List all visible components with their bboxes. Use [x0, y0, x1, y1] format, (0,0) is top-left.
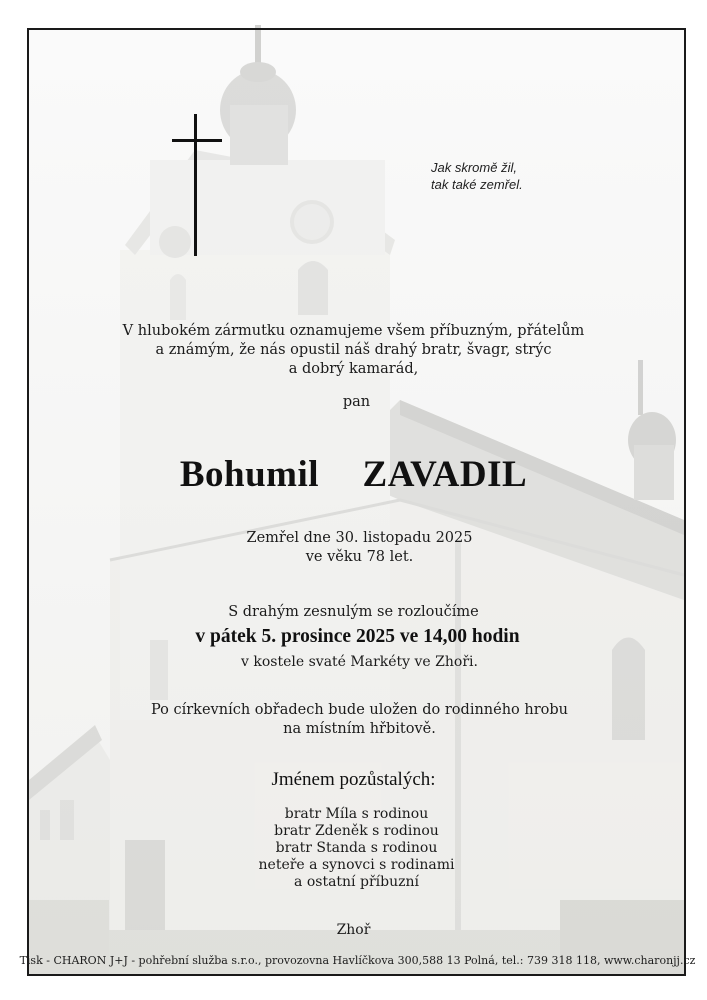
- death-age: ve věku 78 let.: [305, 549, 414, 565]
- mourner-item: bratr Zdeněk s rodinou: [274, 823, 439, 839]
- farewell-intro-text: S drahým zesnulým se rozloučíme: [228, 604, 479, 620]
- cross-icon: [168, 114, 226, 256]
- burial-info: [6, 701, 707, 739]
- ceremony-datetime: [4, 624, 707, 650]
- death-info: [6, 529, 707, 567]
- burial-line: na místním hřbitově.: [283, 721, 436, 737]
- title-word: [0, 393, 707, 412]
- deceased-name-text: Bohumil ZAVADIL: [179, 454, 528, 495]
- ceremony-datetime-text: v pátek 5. prosince 2025 ve 14,00 hodin: [195, 626, 520, 647]
- mourners-heading-text: Jménem pozůstalých:: [271, 769, 436, 790]
- mourners-heading: [0, 767, 707, 793]
- announcement-text: [0, 322, 707, 379]
- printer-footer: Tisk - CHARON J+J - pohřební služba s.r.o., provozovna Havlíčkova 300,588 13 Polná, tel.: 739 318 118, www.charonjj.cz: [19, 954, 696, 967]
- announcement-line: V hlubokém zármutku oznamujeme všem příbuzným, přátelům: [122, 323, 585, 339]
- motto-line: Jak skromě žil,: [431, 160, 517, 175]
- announcement-line: a dobrý kamarád,: [288, 361, 419, 377]
- farewell-intro: [0, 603, 707, 622]
- burial-line: Po církevních obřadech bude uložen do rodinného hrobu: [150, 702, 569, 718]
- motto: [431, 159, 523, 193]
- title-word-text: pan: [342, 394, 371, 410]
- deceased-name: [0, 451, 707, 499]
- mourner-item: a ostatní příbuzní: [294, 874, 419, 890]
- motto-line: tak také zemřel.: [431, 177, 523, 192]
- mourners-list: [3, 806, 707, 891]
- village-name-text: Zhoř: [336, 922, 371, 938]
- announcement-line: a známým, že nás opustil náš drahý bratr, švagr, strýc: [155, 342, 552, 358]
- mourner-item: bratr Standa s rodinou: [275, 840, 438, 856]
- village-name: [0, 921, 707, 939]
- ceremony-place-text: v kostele svaté Markéty ve Zhoři.: [241, 654, 478, 670]
- mourner-item: neteře a synovci s rodinami: [258, 857, 455, 873]
- mourner-item: bratr Míla s rodinou: [284, 806, 429, 822]
- death-date: Zemřel dne 30. listopadu 2025: [246, 530, 473, 546]
- ceremony-place: [6, 653, 707, 672]
